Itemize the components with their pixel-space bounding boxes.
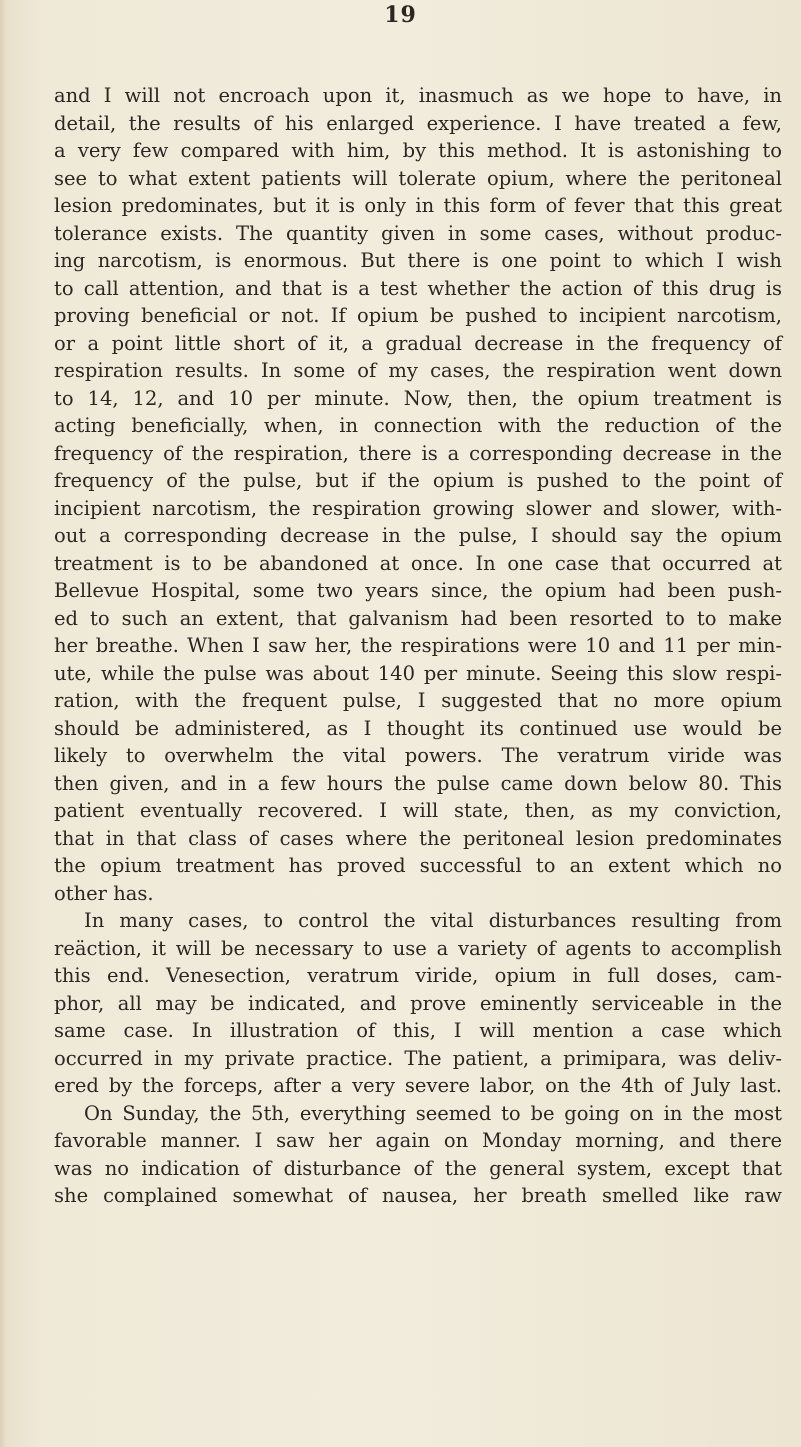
text-line: frequency of the pulse, but if the opium is pushed to the point of [54, 469, 782, 492]
text-line: likely to overwhelm the vital powers. The veratrum viride was [54, 744, 782, 767]
text-line: or a point little short of it, a gradual decrease in the frequency of [54, 331, 782, 355]
text-line: phor, all may be indicated, and prove eminently serviceable in the [54, 991, 782, 1015]
text-line: ered by the forceps, after a very severe labor, on the 4th of July last. [54, 1074, 782, 1097]
text-line: a very few compared with him, by this method. It is astonishing to [54, 139, 782, 162]
text-line: same case. In illustration of this, I will mention a case which [54, 1019, 782, 1042]
paragraph [54, 82, 782, 907]
text-line: frequency of the respiration, there is a corresponding decrease in the [54, 441, 782, 465]
text-line: detail, the results of his enlarged experience. I have treated a few, [54, 111, 782, 135]
text-line: treatment is to be abandoned at once. In one case that occurred at [54, 551, 782, 575]
text-line: patient eventually recovered. I will state, then, as my conviction, [54, 799, 782, 822]
text-line: out a corresponding decrease in the pulse, I should say the opium [54, 524, 782, 547]
text-line: occurred in my private practice. The patient, a primipara, was deliv- [54, 1046, 782, 1070]
text-line: ing narcotism, is enormous. But there is one point to which I wish [54, 249, 782, 272]
text-line: incipient narcotism, the respiration growing slower and slower, with- [54, 496, 782, 520]
text-line: On Sunday, the 5th, everything seemed to be going on in the most [84, 1101, 782, 1125]
text-line: then given, and in a few hours the pulse came down below 80. This [54, 771, 782, 795]
text-line: her breathe. When I saw her, the respirations were 10 and 11 per min- [54, 634, 782, 657]
text-line: tolerance exists. The quantity given in some cases, without produc- [54, 221, 782, 245]
text-line: In many cases, to control the vital disturbances resulting from [84, 909, 782, 932]
page-edge-shadow [0, 0, 6, 1447]
text-line: to call attention, and that is a test whether the action of this drug is [54, 276, 782, 300]
text-line: other has. [54, 881, 154, 905]
text-line: Bellevue Hospital, some two years since, the opium had been push- [54, 579, 782, 602]
text-line: and I will not encroach upon it, inasmuch as we hope to have, in [54, 84, 782, 107]
text-line: should be administered, as I thought its continued use would be [54, 716, 782, 740]
text-line: that in that class of cases where the peritoneal lesion predominates [54, 826, 782, 850]
text-line: acting beneficially, when, in connection with the reduction of the [54, 414, 782, 437]
text-line: see to what extent patients will tolerate opium, where the peritoneal [54, 166, 782, 190]
text-line: ration, with the frequent pulse, I suggested that no more opium [54, 689, 782, 712]
text-line: to 14, 12, and 10 per minute. Now, then, the opium treatment is [54, 386, 782, 410]
body-text [54, 82, 782, 1210]
text-line: lesion predominates, but it is only in this form of fever that this great [54, 194, 782, 217]
text-line: reäction, it will be necessary to use a variety of agents to accomplish [54, 936, 782, 960]
text-line: the opium treatment has proved successful to an extent which no [54, 854, 782, 877]
paragraph [54, 1100, 782, 1210]
text-line: proving beneficial or not. If opium be pushed to incipient narcotism, [54, 304, 782, 327]
page-number: 19 [384, 2, 417, 28]
paragraph [54, 907, 782, 1100]
text-line: favorable manner. I saw her again on Monday morning, and there [54, 1129, 782, 1152]
text-line: respiration results. In some of my cases, the respiration went down [54, 359, 782, 382]
text-line: this end. Venesection, veratrum viride, opium in full doses, cam- [54, 964, 782, 987]
text-line: ute, while the pulse was about 140 per minute. Seeing this slow respi- [54, 661, 782, 685]
text-line: was no indication of disturbance of the general system, except that [54, 1156, 782, 1180]
text-line: she complained somewhat of nausea, her breath smelled like raw [54, 1184, 782, 1207]
text-line: ed to such an extent, that galvanism had been resorted to to make [54, 606, 782, 630]
